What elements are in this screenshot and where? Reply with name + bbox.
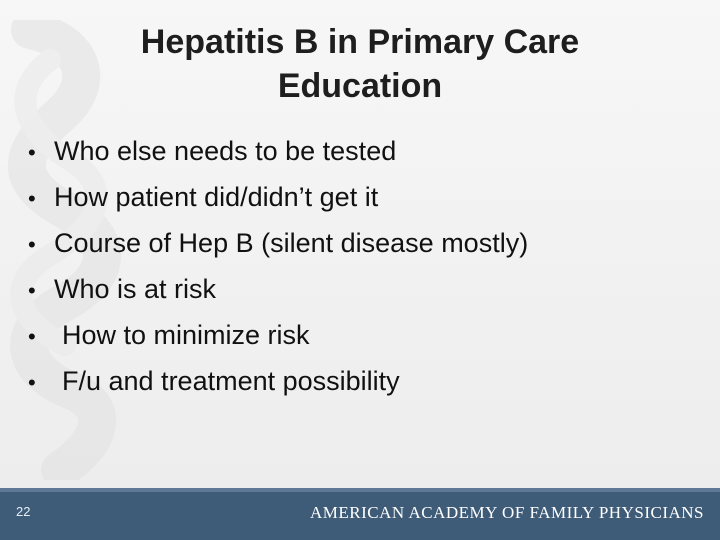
page-number: 22	[16, 504, 31, 519]
bullet-list	[28, 128, 528, 404]
bullet-symbol: •	[28, 232, 36, 257]
footer-bar	[0, 488, 720, 540]
bullet-item	[28, 174, 528, 220]
bullet-text: Who else needs to be tested	[54, 136, 397, 166]
bullet-text: Course of Hep B (silent disease mostly)	[54, 228, 529, 258]
bullet-symbol: •	[28, 324, 36, 349]
bullet-item	[28, 312, 528, 358]
bullet-text: Who is at risk	[54, 274, 217, 304]
bullet-symbol: •	[28, 140, 36, 165]
bullet-item	[28, 128, 528, 174]
slide-title: Hepatitis B in Primary Care Education	[140, 23, 580, 105]
bullet-text: How patient did/didn’t get it	[54, 182, 379, 212]
bullet-item	[28, 266, 528, 312]
bullet-symbol: •	[28, 186, 36, 211]
bullet-text: How to minimize risk	[62, 320, 310, 350]
bullet-item	[28, 358, 528, 404]
organization-name: AMERICAN ACADEMY OF FAMILY PHYSICIANS	[310, 503, 704, 522]
bullet-symbol: •	[28, 370, 36, 395]
bullet-item	[28, 220, 528, 266]
bullet-text: F/u and treatment possibility	[62, 366, 400, 396]
bullet-symbol: •	[28, 278, 36, 303]
